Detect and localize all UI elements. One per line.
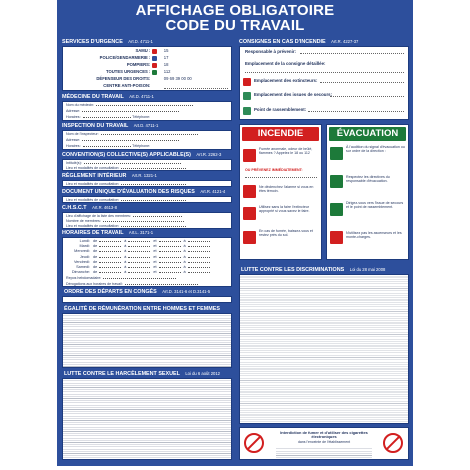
chsct-line-3[interactable] bbox=[66, 224, 228, 229]
time-field[interactable] bbox=[188, 241, 210, 242]
time-connector: et bbox=[153, 249, 157, 254]
incendie-text-5: En cas de fumée, baissez-vous et restez près du sol. bbox=[259, 229, 313, 238]
medecine-line-3[interactable] bbox=[66, 115, 228, 120]
time-connector: et bbox=[153, 244, 157, 249]
document-unique-label-1: Lieu et modalités de consultation: bbox=[66, 197, 120, 202]
conventions-line-1[interactable] bbox=[66, 161, 228, 166]
time-field[interactable] bbox=[128, 272, 150, 273]
horaire-extra-line[interactable] bbox=[66, 276, 228, 281]
consignes-box bbox=[239, 46, 409, 120]
horaire-extra-label: Repos hebdomadaire: bbox=[66, 276, 102, 280]
urgence-box bbox=[62, 46, 232, 91]
emergency-exit-icon bbox=[243, 92, 251, 100]
urgence-row[interactable] bbox=[63, 62, 231, 69]
time-field[interactable] bbox=[159, 267, 181, 268]
smoke-crouch-icon bbox=[243, 231, 256, 244]
time-field[interactable] bbox=[188, 272, 210, 273]
no-vaping-icon bbox=[383, 433, 403, 453]
emergency-number-icon bbox=[152, 70, 157, 75]
section-header-reglement bbox=[62, 172, 232, 180]
conges-article: Art.D. 3141-6 et D.3141-5 bbox=[162, 289, 211, 294]
incendie-contact-field[interactable] bbox=[245, 177, 317, 178]
chsct-box bbox=[62, 212, 232, 229]
chsct-article: Art.R. 4613-8 bbox=[92, 205, 117, 210]
chsct-title: C.H.S.C.T bbox=[62, 205, 87, 211]
fire-icon bbox=[243, 149, 256, 162]
harcelement-title: LUTTE CONTRE LE HARCÈLEMENT SEXUEL bbox=[64, 371, 180, 377]
consigne-label-2: Emplacement des extincteurs: bbox=[254, 78, 318, 83]
section-header-document-unique bbox=[62, 188, 232, 196]
day-label: Lundi: bbox=[79, 239, 90, 243]
horaires-article: Art.L. 3171-1 bbox=[128, 230, 154, 235]
time-connector: à bbox=[183, 249, 186, 254]
evacuation-text-1: À l'audition du signal d'évacuation ou sur ordre de la direction : bbox=[346, 145, 405, 154]
time-field[interactable] bbox=[99, 272, 121, 273]
time-field[interactable] bbox=[128, 251, 150, 252]
evacuation-text-4: N'utilisez pas les ascenseurs et les monte-charges. bbox=[346, 231, 402, 240]
medecine-label-2: Adresse: bbox=[66, 109, 81, 113]
time-field[interactable] bbox=[128, 262, 150, 263]
section-header-inspection bbox=[62, 122, 232, 130]
time-connector: à bbox=[124, 265, 127, 269]
horaires-box bbox=[62, 237, 232, 287]
chsct-label-3: Lieu et modalités de consultation: bbox=[66, 223, 120, 228]
day-label: Mardi: bbox=[79, 244, 90, 249]
conges-box[interactable] bbox=[62, 296, 232, 303]
people-icon bbox=[330, 175, 343, 188]
document-unique-line-1[interactable] bbox=[66, 198, 228, 203]
consigne-field-4[interactable] bbox=[308, 111, 404, 112]
medecine-title: MÉDECINE DU TRAVAIL bbox=[62, 94, 124, 100]
day-label: Mercredi: bbox=[74, 249, 90, 254]
time-connector: à bbox=[183, 254, 186, 259]
urgence-row[interactable] bbox=[63, 69, 231, 76]
urgence-number: 18 bbox=[163, 62, 169, 67]
day-label: Vendredi: bbox=[73, 259, 90, 264]
time-field[interactable] bbox=[188, 251, 210, 252]
reglement-title: RÈGLEMENT INTÉRIEUR bbox=[62, 173, 127, 179]
conventions-line-2[interactable] bbox=[66, 166, 228, 171]
section-header-conventions bbox=[62, 151, 232, 159]
time-connector: et bbox=[153, 265, 157, 269]
urgence-row[interactable] bbox=[63, 76, 231, 83]
section-header-urgence bbox=[62, 38, 232, 46]
urgence-title: SERVICES D'URGENCE bbox=[62, 39, 123, 45]
section-header-medecine bbox=[62, 93, 232, 101]
medecine-line-2[interactable] bbox=[66, 109, 228, 114]
incendie-panel bbox=[239, 124, 322, 260]
horaire-extra-line[interactable] bbox=[66, 282, 228, 287]
inspection-tel: Téléphone: bbox=[132, 144, 151, 148]
consigne-label-4: Point de rassemblement: bbox=[254, 107, 307, 112]
time-connector: de bbox=[93, 259, 98, 264]
urgence-number: 09 69 39 00 00 bbox=[163, 76, 192, 81]
reglement-line-1[interactable] bbox=[66, 182, 228, 187]
section-header-harcelement bbox=[62, 370, 232, 378]
evacuation-text-3: Dirigez-vous vers l'issue de secours et le point de rassemblement. bbox=[346, 201, 404, 210]
horaire-row[interactable] bbox=[66, 270, 228, 275]
time-field[interactable] bbox=[159, 251, 181, 252]
urgence-label: POMPIERS: bbox=[126, 62, 151, 67]
time-field[interactable] bbox=[159, 262, 181, 263]
consignes-title: CONSIGNES EN CAS D'INCENDIE bbox=[239, 39, 326, 45]
tabac-line-2: dans l'enceinte de l'établissement bbox=[297, 440, 351, 444]
inspection-label-2: Adresse: bbox=[66, 138, 81, 142]
reglement-box bbox=[62, 180, 232, 187]
section-header-horaires bbox=[62, 229, 232, 237]
incendie-title: INCENDIE bbox=[242, 127, 319, 141]
time-connector: de bbox=[93, 244, 98, 249]
extinguisher-use-icon bbox=[243, 207, 256, 220]
chsct-label-2: Nombre de membres: bbox=[66, 218, 101, 223]
inspection-line-3[interactable] bbox=[66, 144, 228, 149]
consigne-label-1: Emplacement de la consigne détaillée: bbox=[245, 61, 326, 66]
medecine-article: Art.D. 4711-1 bbox=[129, 94, 154, 99]
evacuation-panel bbox=[326, 124, 409, 260]
time-field[interactable] bbox=[188, 246, 210, 247]
time-connector: à bbox=[183, 244, 186, 249]
day-label: Samedi: bbox=[76, 265, 90, 269]
time-connector: à bbox=[183, 239, 186, 243]
document-unique-article: Art.R. 4121-4 bbox=[200, 189, 226, 194]
urgence-label: CENTRE ANTI-POISON: bbox=[103, 83, 151, 88]
time-field[interactable] bbox=[188, 267, 210, 268]
time-field[interactable] bbox=[99, 246, 121, 247]
poster-subtitle: CODE DU TRAVAIL bbox=[165, 17, 305, 34]
section-header-conges bbox=[62, 288, 232, 296]
urgence-article: Art.D. 4711-1 bbox=[128, 39, 153, 44]
time-connector: de bbox=[93, 249, 98, 254]
time-field[interactable] bbox=[99, 262, 121, 263]
medecine-box bbox=[62, 101, 232, 121]
section-header-consignes bbox=[239, 38, 409, 46]
incendie-text-1: Fumée anormale, odeur de brûlé, flammes ? Appelez le 18 ou 112 bbox=[259, 147, 313, 156]
horaires-title: HORAIRES DE TRAVAIL bbox=[62, 230, 124, 236]
time-connector: à bbox=[124, 244, 127, 249]
time-field[interactable] bbox=[159, 246, 181, 247]
incendie-text-2: OU PRÉVENEZ IMMÉDIATEMENT: bbox=[245, 168, 303, 172]
reglement-label-1: Lieu et modalités de consultation: bbox=[66, 181, 120, 186]
urgence-number: 15 bbox=[163, 48, 169, 53]
time-connector: à bbox=[124, 259, 127, 264]
incendie-text-3: Ne déclenchez l'alarme si vous en êtes témoin. bbox=[259, 185, 314, 194]
time-connector: et bbox=[153, 259, 157, 264]
time-field[interactable] bbox=[188, 257, 210, 258]
urgence-label: TOUTES URGENCES : bbox=[106, 69, 151, 74]
reglement-article: Art.R. 1321-1 bbox=[131, 173, 157, 178]
discriminations-text-block bbox=[239, 274, 409, 424]
emergency-number-icon bbox=[152, 49, 157, 54]
time-connector: et bbox=[153, 239, 157, 243]
time-field[interactable] bbox=[99, 257, 121, 258]
responsable-field[interactable] bbox=[300, 53, 404, 54]
medecine-label-1: Nom du médecin: bbox=[66, 103, 95, 107]
day-label: Jeudi: bbox=[79, 254, 90, 259]
time-connector: à bbox=[183, 265, 186, 269]
time-connector: à bbox=[124, 254, 127, 259]
section-header-chsct bbox=[62, 204, 232, 212]
consignes-article: Art.R. 4227-37 bbox=[331, 39, 359, 44]
conventions-label-2: Lieu et modalités de consultation: bbox=[66, 166, 120, 170]
urgence-row[interactable] bbox=[63, 55, 231, 62]
urgence-row[interactable] bbox=[63, 48, 231, 55]
time-field[interactable] bbox=[159, 241, 181, 242]
time-field[interactable] bbox=[99, 267, 121, 268]
conventions-article: Art.R. 2262-3 bbox=[196, 152, 222, 157]
urgence-field[interactable] bbox=[164, 88, 228, 89]
time-field[interactable] bbox=[128, 267, 150, 268]
incendie-text-4: Utilisez sans la faire l'extincteur approprié si vous savez le faire. bbox=[259, 205, 310, 214]
harcelement-article: Loi du 6 août 2012 bbox=[185, 371, 221, 376]
no-smoking-icon bbox=[244, 433, 264, 453]
emergency-number-icon bbox=[152, 56, 157, 61]
time-connector: de bbox=[93, 239, 98, 243]
consigne-field-1[interactable] bbox=[245, 72, 404, 73]
time-field[interactable] bbox=[159, 257, 181, 258]
egalite-title: ÉGALITÉ DE RÉMUNÉRATION ENTRE HOMMES ET FEMMES bbox=[64, 306, 220, 312]
egalite-text-block bbox=[62, 313, 232, 368]
urgence-label: DÉFENSEUR DES DROITS: bbox=[96, 76, 151, 81]
assembly-point-icon bbox=[243, 107, 251, 115]
urgence-label: POLICE/GENDARMERIE : bbox=[99, 55, 151, 60]
section-header-discriminations bbox=[239, 266, 409, 274]
siren-icon bbox=[330, 147, 343, 160]
harcelement-text-block bbox=[62, 378, 232, 460]
discriminations-title: LUTTE CONTRE LES DISCRIMINATIONS bbox=[241, 267, 345, 273]
alarm-icon bbox=[243, 185, 256, 198]
day-label: Dimanche: bbox=[71, 270, 90, 275]
inspection-title: INSPECTION DU TRAVAIL bbox=[62, 123, 129, 129]
time-connector: de bbox=[93, 270, 98, 275]
responsable-label: Responsable à prévenir: bbox=[245, 49, 296, 54]
time-field[interactable] bbox=[188, 262, 210, 263]
medecine-line-1[interactable] bbox=[66, 103, 228, 108]
inspection-label-1: Nom de l'inspecteur: bbox=[66, 132, 99, 136]
time-field[interactable] bbox=[99, 241, 121, 242]
time-connector: et bbox=[153, 270, 157, 275]
urgence-number: 112 bbox=[163, 69, 171, 74]
time-connector: et bbox=[153, 254, 157, 259]
consigne-field-3[interactable] bbox=[330, 96, 404, 97]
no-elevator-icon bbox=[330, 231, 343, 244]
evacuation-title: ÉVACUATION bbox=[329, 127, 406, 141]
time-connector: à bbox=[124, 270, 127, 275]
time-connector: à bbox=[124, 249, 127, 254]
document-unique-box bbox=[62, 196, 232, 203]
medecine-tel: Téléphone: bbox=[132, 115, 151, 119]
urgence-number: 17 bbox=[163, 55, 169, 60]
document-unique-title: DOCUMENT UNIQUE D'ÉVALUATION DES RISQUES bbox=[62, 189, 195, 195]
urgence-label: SAMU : bbox=[135, 48, 151, 53]
conventions-box bbox=[62, 159, 232, 171]
time-field[interactable] bbox=[99, 251, 121, 252]
time-connector: de bbox=[93, 254, 98, 259]
inspection-label-3: Horaires: bbox=[66, 144, 81, 148]
extinguisher-icon bbox=[243, 78, 251, 86]
conventions-label-1: Intitulé(s): bbox=[66, 160, 82, 165]
inspection-line-2[interactable] bbox=[66, 138, 228, 143]
exit-run-icon bbox=[330, 203, 343, 216]
inspection-article: Art.D. 4711-1 bbox=[133, 123, 159, 128]
inspection-line-1[interactable] bbox=[66, 132, 228, 137]
discriminations-article: Loi du 28 mai 2008 bbox=[349, 267, 386, 272]
poster bbox=[57, 0, 413, 466]
urgence-row[interactable] bbox=[63, 83, 231, 90]
consigne-label-3: Emplacement des issues de secours: bbox=[254, 92, 333, 97]
time-connector: à bbox=[183, 259, 186, 264]
time-connector: à bbox=[124, 239, 127, 243]
emergency-number-icon bbox=[152, 63, 157, 68]
tabac-line-1: Interdiction de fumer et d'utiliser des cigarettes électroniques bbox=[280, 430, 368, 440]
horaire-extra-label: Dérogations aux horaires de travail: bbox=[66, 281, 123, 286]
time-field[interactable] bbox=[128, 257, 150, 258]
section-header-egalite bbox=[62, 305, 232, 313]
time-connector: à bbox=[183, 270, 186, 275]
poster-title: AFFICHAGE OBLIGATOIRE bbox=[135, 2, 335, 19]
conges-title: ORDRE DES DÉPARTS EN CONGÉS bbox=[64, 289, 157, 295]
time-field[interactable] bbox=[159, 272, 181, 273]
chsct-label-1: Lieu d'affichage de la liste des membres: bbox=[66, 213, 131, 218]
conventions-title: CONVENTION(S) COLLECTIVE(S) APPLICABLE(S) bbox=[62, 152, 191, 158]
time-field[interactable] bbox=[128, 246, 150, 247]
evacuation-text-2: Respectez les directives du responsable d'évacuation. bbox=[346, 175, 390, 184]
tabac-box bbox=[239, 427, 409, 460]
medecine-label-3: Horaires: bbox=[66, 115, 81, 119]
tabac-fine-print bbox=[276, 447, 372, 458]
time-field[interactable] bbox=[128, 241, 150, 242]
consigne-field-2[interactable] bbox=[320, 82, 404, 83]
time-connector: de bbox=[93, 265, 98, 269]
inspection-box bbox=[62, 130, 232, 150]
